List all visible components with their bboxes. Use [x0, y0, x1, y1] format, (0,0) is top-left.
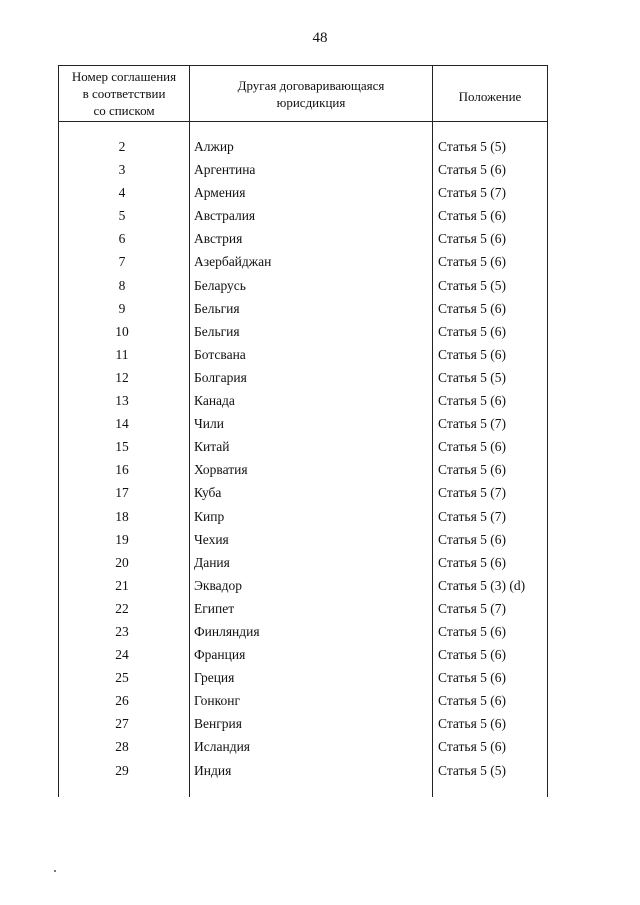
table-row — [58, 366, 548, 389]
agreement-number: 16 — [115, 462, 129, 478]
provision-reference: Статья 5 (5) — [438, 762, 507, 778]
table-row — [58, 597, 548, 620]
agreements-table — [58, 65, 548, 797]
jurisdiction-name: Беларусь — [194, 277, 246, 293]
table-row — [58, 481, 548, 504]
header-col1-line3: со списком — [93, 102, 155, 118]
jurisdiction-name: Венгрия — [194, 716, 242, 732]
agreement-number: 15 — [115, 439, 129, 455]
agreement-number: 13 — [115, 393, 129, 409]
agreement-number: 20 — [115, 554, 129, 570]
table-row — [58, 666, 548, 689]
provision-reference: Статья 5 (6) — [438, 623, 507, 639]
agreement-number: 23 — [115, 623, 129, 639]
agreement-number: 2 — [118, 139, 126, 154]
jurisdiction-name: Китай — [194, 439, 230, 455]
agreement-number: 11 — [115, 346, 129, 362]
provision-reference: Статья 5 (6) — [438, 254, 507, 270]
agreement-number: 5 — [118, 208, 126, 224]
table-row — [58, 551, 548, 574]
jurisdiction-name: Австралия — [194, 208, 256, 224]
provision-reference: Статья 5 (6) — [438, 647, 507, 663]
table-row — [58, 274, 548, 297]
agreement-number: 14 — [115, 416, 129, 432]
jurisdiction-name: Дания — [194, 554, 230, 570]
jurisdiction-name: Гонконг — [194, 693, 240, 709]
provision-reference: Статья 5 (6) — [438, 323, 507, 339]
table-row — [58, 250, 548, 273]
jurisdiction-name: Греция — [194, 670, 235, 686]
provision-reference: Статья 5 (6) — [438, 231, 507, 247]
table-row — [58, 574, 548, 597]
provision-reference: Статья 5 (7) — [438, 600, 507, 616]
jurisdiction-name: Хорватия — [194, 462, 248, 478]
table-row — [58, 135, 548, 158]
provision-reference: Статья 5 (7) — [438, 416, 507, 432]
provision-reference: Статья 5 (3) (d) — [438, 577, 526, 593]
jurisdiction-name: Эквадор — [194, 577, 243, 593]
table-row — [58, 204, 548, 227]
agreement-number: 4 — [118, 185, 126, 201]
provision-reference: Статья 5 (5) — [438, 369, 507, 385]
provision-reference: Статья 5 (7) — [438, 508, 507, 524]
agreement-number: 6 — [118, 231, 126, 247]
jurisdiction-name: Армения — [194, 185, 246, 201]
jurisdiction-name: Ботсвана — [194, 346, 246, 362]
agreement-number: 3 — [118, 162, 126, 178]
table-row — [58, 759, 548, 782]
provision-reference: Статья 5 (6) — [438, 462, 507, 478]
table-row — [58, 620, 548, 643]
provision-reference: Статья 5 (6) — [438, 670, 507, 686]
header-col1-line1: Номер соглашения — [71, 68, 177, 84]
header-col1-line2: в соответствии — [82, 85, 166, 101]
table-row — [58, 227, 548, 250]
jurisdiction-name: Египет — [194, 600, 235, 616]
provision-reference: Статья 5 (6) — [438, 208, 507, 224]
header-col2-line2: юрисдикция — [276, 95, 346, 110]
provision-reference: Статья 5 (6) — [438, 739, 507, 755]
table-row — [58, 435, 548, 458]
jurisdiction-name: Азербайджан — [194, 254, 272, 270]
jurisdiction-name: Финляндия — [194, 623, 260, 639]
agreement-number: 24 — [115, 647, 129, 663]
jurisdiction-name: Аргентина — [194, 162, 256, 178]
table-row — [58, 412, 548, 435]
table-row — [58, 343, 548, 366]
provision-reference: Статья 5 (6) — [438, 693, 507, 709]
table-row — [58, 712, 548, 735]
table-row — [58, 528, 548, 551]
jurisdiction-name: Франция — [194, 647, 246, 663]
agreement-number: 25 — [115, 670, 129, 686]
table-row — [58, 320, 548, 343]
jurisdiction-name: Бельгия — [194, 323, 240, 339]
jurisdiction-name: Алжир — [194, 139, 234, 154]
table-row — [58, 297, 548, 320]
header-agreement-number — [59, 65, 189, 121]
agreement-number: 9 — [118, 300, 126, 316]
agreement-number: 28 — [115, 739, 129, 755]
agreement-number: 8 — [118, 277, 126, 293]
jurisdiction-name: Куба — [194, 485, 222, 501]
header-jurisdiction — [190, 65, 432, 121]
table-body — [58, 135, 548, 782]
provision-reference: Статья 5 (6) — [438, 554, 507, 570]
provision-reference: Статья 5 (6) — [438, 439, 507, 455]
provision-reference: Статья 5 (6) — [438, 162, 507, 178]
jurisdiction-name: Канада — [194, 393, 235, 409]
agreement-number: 21 — [115, 577, 129, 593]
header-provision — [433, 65, 547, 121]
agreement-number: 29 — [115, 762, 129, 778]
agreement-number: 27 — [115, 716, 129, 732]
jurisdiction-name: Австрия — [194, 231, 243, 247]
table-row — [58, 389, 548, 412]
provision-reference: Статья 5 (5) — [438, 277, 507, 293]
agreement-number: 26 — [115, 693, 129, 709]
provision-reference: Статья 5 (7) — [438, 185, 507, 201]
provision-reference: Статья 5 (6) — [438, 716, 507, 732]
provision-reference: Статья 5 (5) — [438, 139, 507, 154]
agreement-number: 22 — [115, 600, 129, 616]
jurisdiction-name: Исландия — [194, 739, 250, 755]
provision-reference: Статья 5 (6) — [438, 393, 507, 409]
agreement-number: 19 — [115, 531, 129, 547]
provision-reference: Статья 5 (6) — [438, 531, 507, 547]
agreement-number: 10 — [115, 323, 129, 339]
table-row — [58, 158, 548, 181]
page-number: 48 — [312, 30, 328, 46]
agreement-number: 18 — [115, 508, 129, 524]
jurisdiction-name: Индия — [194, 762, 232, 778]
provision-reference: Статья 5 (7) — [438, 485, 507, 501]
agreement-number: 12 — [115, 369, 129, 385]
jurisdiction-name: Бельгия — [194, 300, 240, 316]
table-row — [58, 689, 548, 712]
table-row — [58, 458, 548, 481]
scan-speck — [54, 870, 56, 872]
table-row — [58, 735, 548, 758]
header-col2-line1: Другая договаривающаяся — [237, 78, 385, 93]
header-bottom-border — [58, 121, 548, 122]
jurisdiction-name: Кипр — [194, 508, 225, 524]
header-col3: Положение — [458, 88, 522, 104]
jurisdiction-name: Чехия — [194, 531, 229, 547]
agreement-number: 17 — [115, 485, 129, 501]
provision-reference: Статья 5 (6) — [438, 346, 507, 362]
table-row — [58, 505, 548, 528]
jurisdiction-name: Болгария — [194, 369, 247, 385]
provision-reference: Статья 5 (6) — [438, 300, 507, 316]
table-row — [58, 643, 548, 666]
agreement-number: 7 — [118, 254, 126, 270]
table-row — [58, 181, 548, 204]
jurisdiction-name: Чили — [194, 416, 224, 432]
